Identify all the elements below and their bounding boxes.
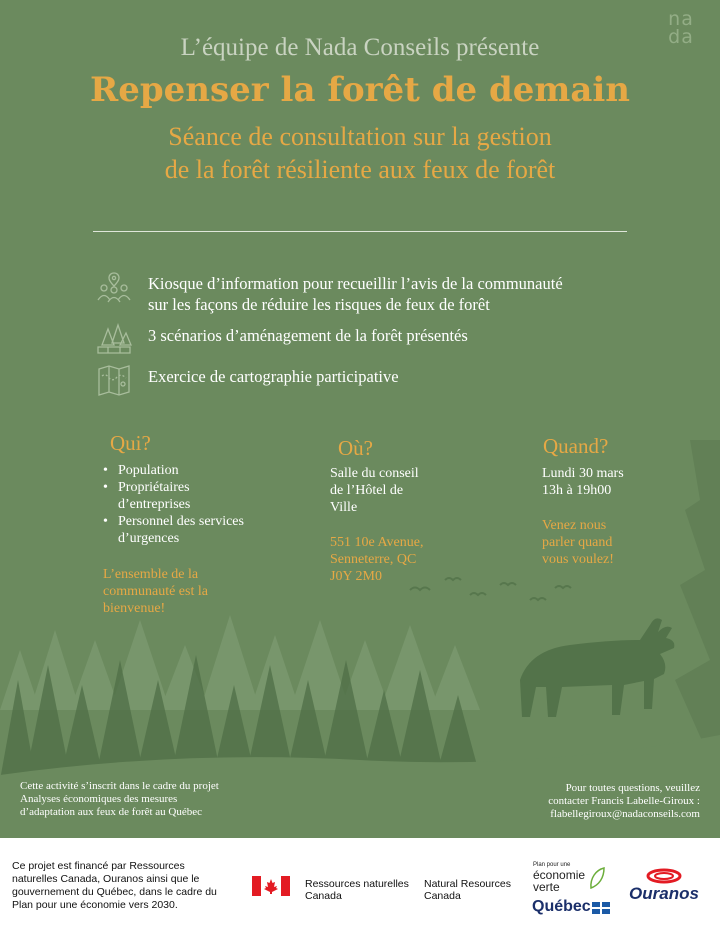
when-note-line3: vous voulez!	[542, 552, 614, 567]
when-title: Quand?	[543, 434, 609, 458]
project-note-line1: Cette activité s’inscrit dans le cadre du projet	[20, 780, 219, 792]
eco-words	[533, 869, 585, 893]
list-item: • Personnel des services d’urgences	[103, 513, 253, 547]
logo-line1: na	[668, 8, 694, 30]
where-place	[330, 465, 470, 516]
people-location-icon	[96, 271, 132, 303]
quebec-wordmark: Québec	[532, 898, 591, 915]
where-address-line2: Senneterre, QC	[330, 552, 417, 567]
canada-flag-icon	[252, 876, 290, 896]
event-subtitle	[40, 120, 680, 186]
when-datetime	[542, 465, 682, 499]
list-item: • Propriétaires d’entreprises	[103, 479, 223, 513]
where-address	[330, 534, 470, 585]
feature-kiosk-line2: sur les façons de réduire les risques de feux de forêt	[148, 295, 490, 314]
ouranos-wordmark: Ouranos	[629, 884, 699, 903]
contact-email[interactable]: flabellegiroux@nadaconseils.com	[550, 808, 700, 820]
when-date: Lundi 30 mars	[542, 466, 624, 481]
where-address-line3: J0Y 2M0	[330, 569, 382, 584]
where-address-line1: 551 10e Avenue,	[330, 535, 424, 550]
where-place-line3: Ville	[330, 500, 358, 515]
presenter-line: L’équipe de Nada Conseils présente	[180, 34, 540, 61]
contact-info	[440, 782, 700, 821]
contact-line1: Pour toutes questions, veuillez	[565, 782, 700, 794]
nrc-en-line2: Canada	[424, 890, 461, 902]
fleurdelise-icon	[592, 902, 610, 914]
leaf-icon	[588, 866, 606, 890]
when-time: 13h à 19h00	[542, 483, 612, 498]
ouranos-swoosh-icon	[646, 868, 682, 884]
when-note	[542, 517, 682, 568]
who-list	[103, 462, 278, 547]
divider	[93, 231, 627, 232]
logo-line2: da	[668, 26, 694, 48]
who-note-line3: bienvenue!	[103, 601, 166, 616]
feature-kiosk-line1: Kiosque d’information pour recueillir l’avis de la communauté	[148, 274, 563, 293]
nrc-fr-line1: Ressources naturelles	[305, 878, 409, 890]
feature-scenarios-line1: 3 scénarios d’aménagement de la forêt présentés	[148, 326, 468, 345]
project-note	[20, 780, 280, 819]
subtitle-line2: de la forêt résiliente aux feux de forêt	[164, 155, 556, 184]
when-note-line1: Venez nous	[542, 518, 607, 533]
ouranos-logo	[624, 868, 704, 908]
eco-small-text: Plan pour une	[533, 862, 571, 868]
feature-mapping-line1: Exercice de cartographie participative	[148, 367, 399, 386]
where-title: Où?	[338, 436, 373, 460]
nrc-en-line1: Natural Resources	[424, 878, 511, 890]
nrc-english-name	[424, 878, 524, 902]
who-title: Qui?	[110, 431, 151, 455]
project-note-line2: Analyses économiques des mesures	[20, 793, 178, 805]
eco-line2: verte	[533, 880, 560, 894]
where-place-line1: Salle du conseil	[330, 466, 419, 481]
nrc-fr-line2: Canada	[305, 890, 342, 902]
nrc-french-name	[305, 878, 417, 902]
funding-statement: Ce projet est financé par Ressources naturelles Canada, Ouranos ainsi que le gouvernement du Québec, dans le cadre du Plan pour une économie vers 2030.	[12, 860, 217, 911]
subtitle-line1: Séance de consultation sur la gestion	[168, 122, 552, 151]
event-title: Repenser la forêt de demain	[90, 70, 630, 110]
who-note-line1: L’ensemble de la	[103, 567, 199, 582]
where-place-line2: de l’Hôtel de	[330, 483, 404, 498]
green-economy-quebec-logo	[530, 862, 616, 926]
who-note	[103, 566, 263, 617]
when-note-line2: parler quand	[542, 535, 613, 550]
eco-line1: économie	[533, 868, 586, 882]
project-note-line3: d’adaptation aux feux de forêt au Québec	[20, 806, 203, 818]
map-icon	[96, 364, 132, 396]
list-item: • Population	[103, 462, 278, 479]
forest-map-icon	[96, 323, 132, 355]
who-note-line2: communauté est la	[103, 584, 208, 599]
contact-line2: contacter Francis Labelle-Giroux :	[548, 795, 700, 807]
